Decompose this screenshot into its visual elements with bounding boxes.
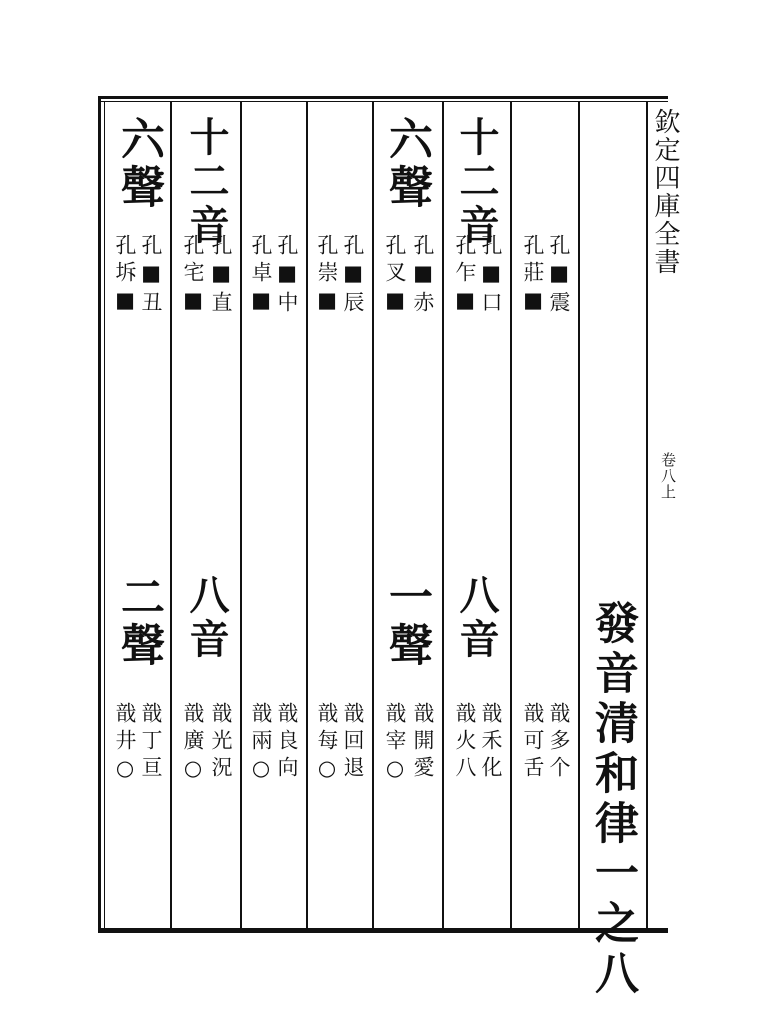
tone-heading: 六聲 [381,116,432,212]
frame-top-border [98,96,668,99]
bottom-line: 戠兩○ [249,702,273,786]
top-line: 孔卓■ [249,234,273,318]
tone-heading: 六聲 [113,116,164,212]
frame-top-inner-border [98,101,668,102]
frame-bottom-border [98,928,668,933]
bottom-line: 戠多个 [547,702,571,783]
bottom-line: 戠回退 [341,702,365,783]
bottom-line: 戠開愛 [411,702,435,783]
tone-count-heading: 八音 [183,574,230,662]
tone-count-heading: 八音 [453,574,500,662]
top-line: 孔莊■ [521,234,545,318]
column-divider [578,101,580,928]
column-divider [646,101,648,928]
top-line: 孔■辰 [341,234,365,318]
frame-left-border [98,96,101,933]
top-line: 孔■赤 [411,234,435,318]
bottom-line: 戠每○ [315,702,339,786]
section-title: 發音清和律一之八 [587,600,638,1000]
column-5 [242,104,306,924]
bottom-line: 戠丁亘 [139,702,163,783]
top-line: 孔■震 [547,234,571,318]
volume-marker: 卷八上 [659,452,677,500]
top-line: 孔宅■ [181,234,205,318]
top-line: 孔崇■ [315,234,339,318]
top-line: 孔■口 [479,234,503,318]
bottom-line: 戠禾化 [479,702,503,783]
top-line: 孔■直 [209,234,233,318]
bottom-line: 戠可舌 [521,702,545,783]
top-line: 孔叉■ [383,234,407,318]
bottom-line: 戠光況 [209,702,233,783]
bottom-line: 戠火八 [453,702,477,783]
book-title: 欽定四庫全書 [650,108,680,276]
bottom-line: 戠良向 [275,702,299,783]
bottom-line: 戠廣○ [181,702,205,786]
tone-count-heading: 十二音 [453,116,500,248]
frame-left-inner-border [104,101,105,931]
column-2 [444,104,510,924]
column-3 [374,104,442,924]
bottom-line: 戠宰○ [383,702,407,786]
tone-count-heading: 十二音 [183,116,230,248]
column-6 [172,104,240,924]
bottom-line: 戠井○ [113,702,137,786]
tone-heading: 一聲 [381,574,432,670]
top-line: 孔坼■ [113,234,137,318]
top-line: 孔乍■ [453,234,477,318]
column-7 [106,104,170,924]
top-line: 孔■中 [275,234,299,318]
column-4 [308,104,372,924]
tone-heading: 二聲 [113,574,164,670]
top-line: 孔■丑 [139,234,163,318]
column-1 [512,104,578,924]
